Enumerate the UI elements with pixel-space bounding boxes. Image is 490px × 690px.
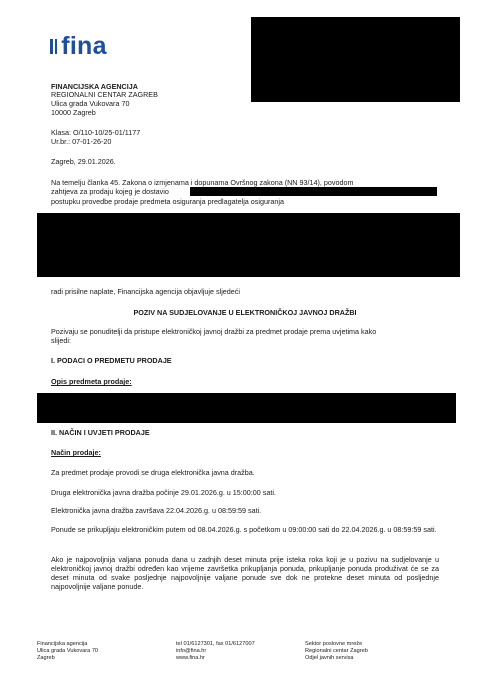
- footer-street: Ulica grada Vukovara 70: [37, 648, 99, 654]
- notice-heading: POZIV NA SUDJELOVANJE U ELEKTRONIČKOJ JAVNOJ DRAŽBI: [133, 308, 357, 317]
- document-date: Zagreb, 29.01.2026.: [51, 157, 116, 166]
- section-2-subtitle: Način prodaje:: [51, 448, 101, 457]
- footer-col-3: [305, 641, 368, 662]
- redacted-details-block: [37, 213, 460, 277]
- sender-city: 10000 Zagreb: [51, 108, 96, 117]
- footer-department: Odjel javnih servisa: [305, 655, 354, 661]
- bids-period-text: Ponude se prikupljaju elektroničkim putem od 08.04.2026.g. s početkom u 09:00:00 sati do 22.04.2026.g. u 08:59:59 sati.: [51, 525, 437, 534]
- redacted-recipient-block: [251, 17, 460, 102]
- sender-street: Ulica grada Vukovara 70: [51, 99, 130, 108]
- logo-bars-icon: [50, 39, 57, 54]
- redacted-applicant: [190, 187, 437, 196]
- intro-line-3: postupku provedbe prodaje predmeta osiguranja predlagatelja osiguranja: [51, 197, 284, 206]
- section-1-title: I. PODACI O PREDMETU PRODAJE: [51, 356, 172, 365]
- footer-sector: Sektor poslovne mreže: [305, 641, 363, 647]
- redacted-item-description: [37, 393, 456, 423]
- footer-region: Regionalni centar Zagreb: [305, 648, 368, 654]
- footer-company: Financijska agencija: [37, 641, 88, 647]
- purpose-line: radi prisilne naplate, Financijska agencija objavljuje sljedeći: [51, 287, 240, 296]
- footer-email: info@fina.hr: [176, 648, 207, 654]
- footer-col-1: [37, 641, 98, 662]
- invite-line-2: slijedi:: [51, 336, 71, 345]
- sale-method-text: Za predmet prodaje provodi se druga elektronička javna dražba.: [51, 468, 255, 477]
- auction-start-text: Druga elektronička javna dražba počinje 29.01.2026.g. u 15:00:00 sati.: [51, 488, 276, 497]
- invite-line-1: Pozivaju se ponuditelji da pristupe elektroničkoj javnoj dražbi za predmet prodaje prema uvjetima kako: [51, 327, 377, 336]
- auction-end-text: Elektronička javna dražba završava 22.04.2026.g. u 08:59:59 sati.: [51, 506, 262, 515]
- footer-city: Zagreb: [37, 655, 55, 661]
- fina-logo: [50, 34, 107, 59]
- footer-phone: tel 01/6127301, fax 01/6127007: [176, 641, 255, 647]
- section-2-title: II. NAČIN I UVJETI PRODAJE: [51, 428, 150, 437]
- sender-name: FINANCIJSKA AGENCIJA: [51, 82, 138, 91]
- intro-line-1: Na temelju članka 45. Zakona o izmjenama i dopunama Ovršnog zakona (NN 93/14), povodom: [51, 178, 354, 187]
- extension-rule-text: Ako je najpovoljnija valjana ponuda dana u zadnjih deset minuta prije isteka roka koji je u pozivu na sudjelovanje u elektroničkoj javnoj dražbi određen kao vrijeme završetka prikupljanja ponuda, prikupljanje ponuda produživat će se za deset minuta od svake posljednje najpovoljnije valjane ponude sve dok ne protekne deset minuta od posljednje najpovoljnije valjane ponude.: [51, 555, 439, 591]
- sender-center: REGIONALNI CENTAR ZAGREB: [51, 90, 158, 99]
- logo-wordmark: fina: [61, 32, 107, 60]
- section-1-subtitle: Opis predmeta prodaje:: [51, 377, 132, 386]
- footer-col-2: [176, 641, 255, 662]
- urbroj: Ur.br.: 07-01-26-20: [51, 137, 112, 146]
- klasa: Klasa: O/110-10/25-01/1177: [51, 128, 141, 137]
- footer-web: www.fina.hr: [176, 655, 205, 661]
- intro-line-2: zahtjeva za prodaju kojeg je dostavio: [51, 187, 169, 196]
